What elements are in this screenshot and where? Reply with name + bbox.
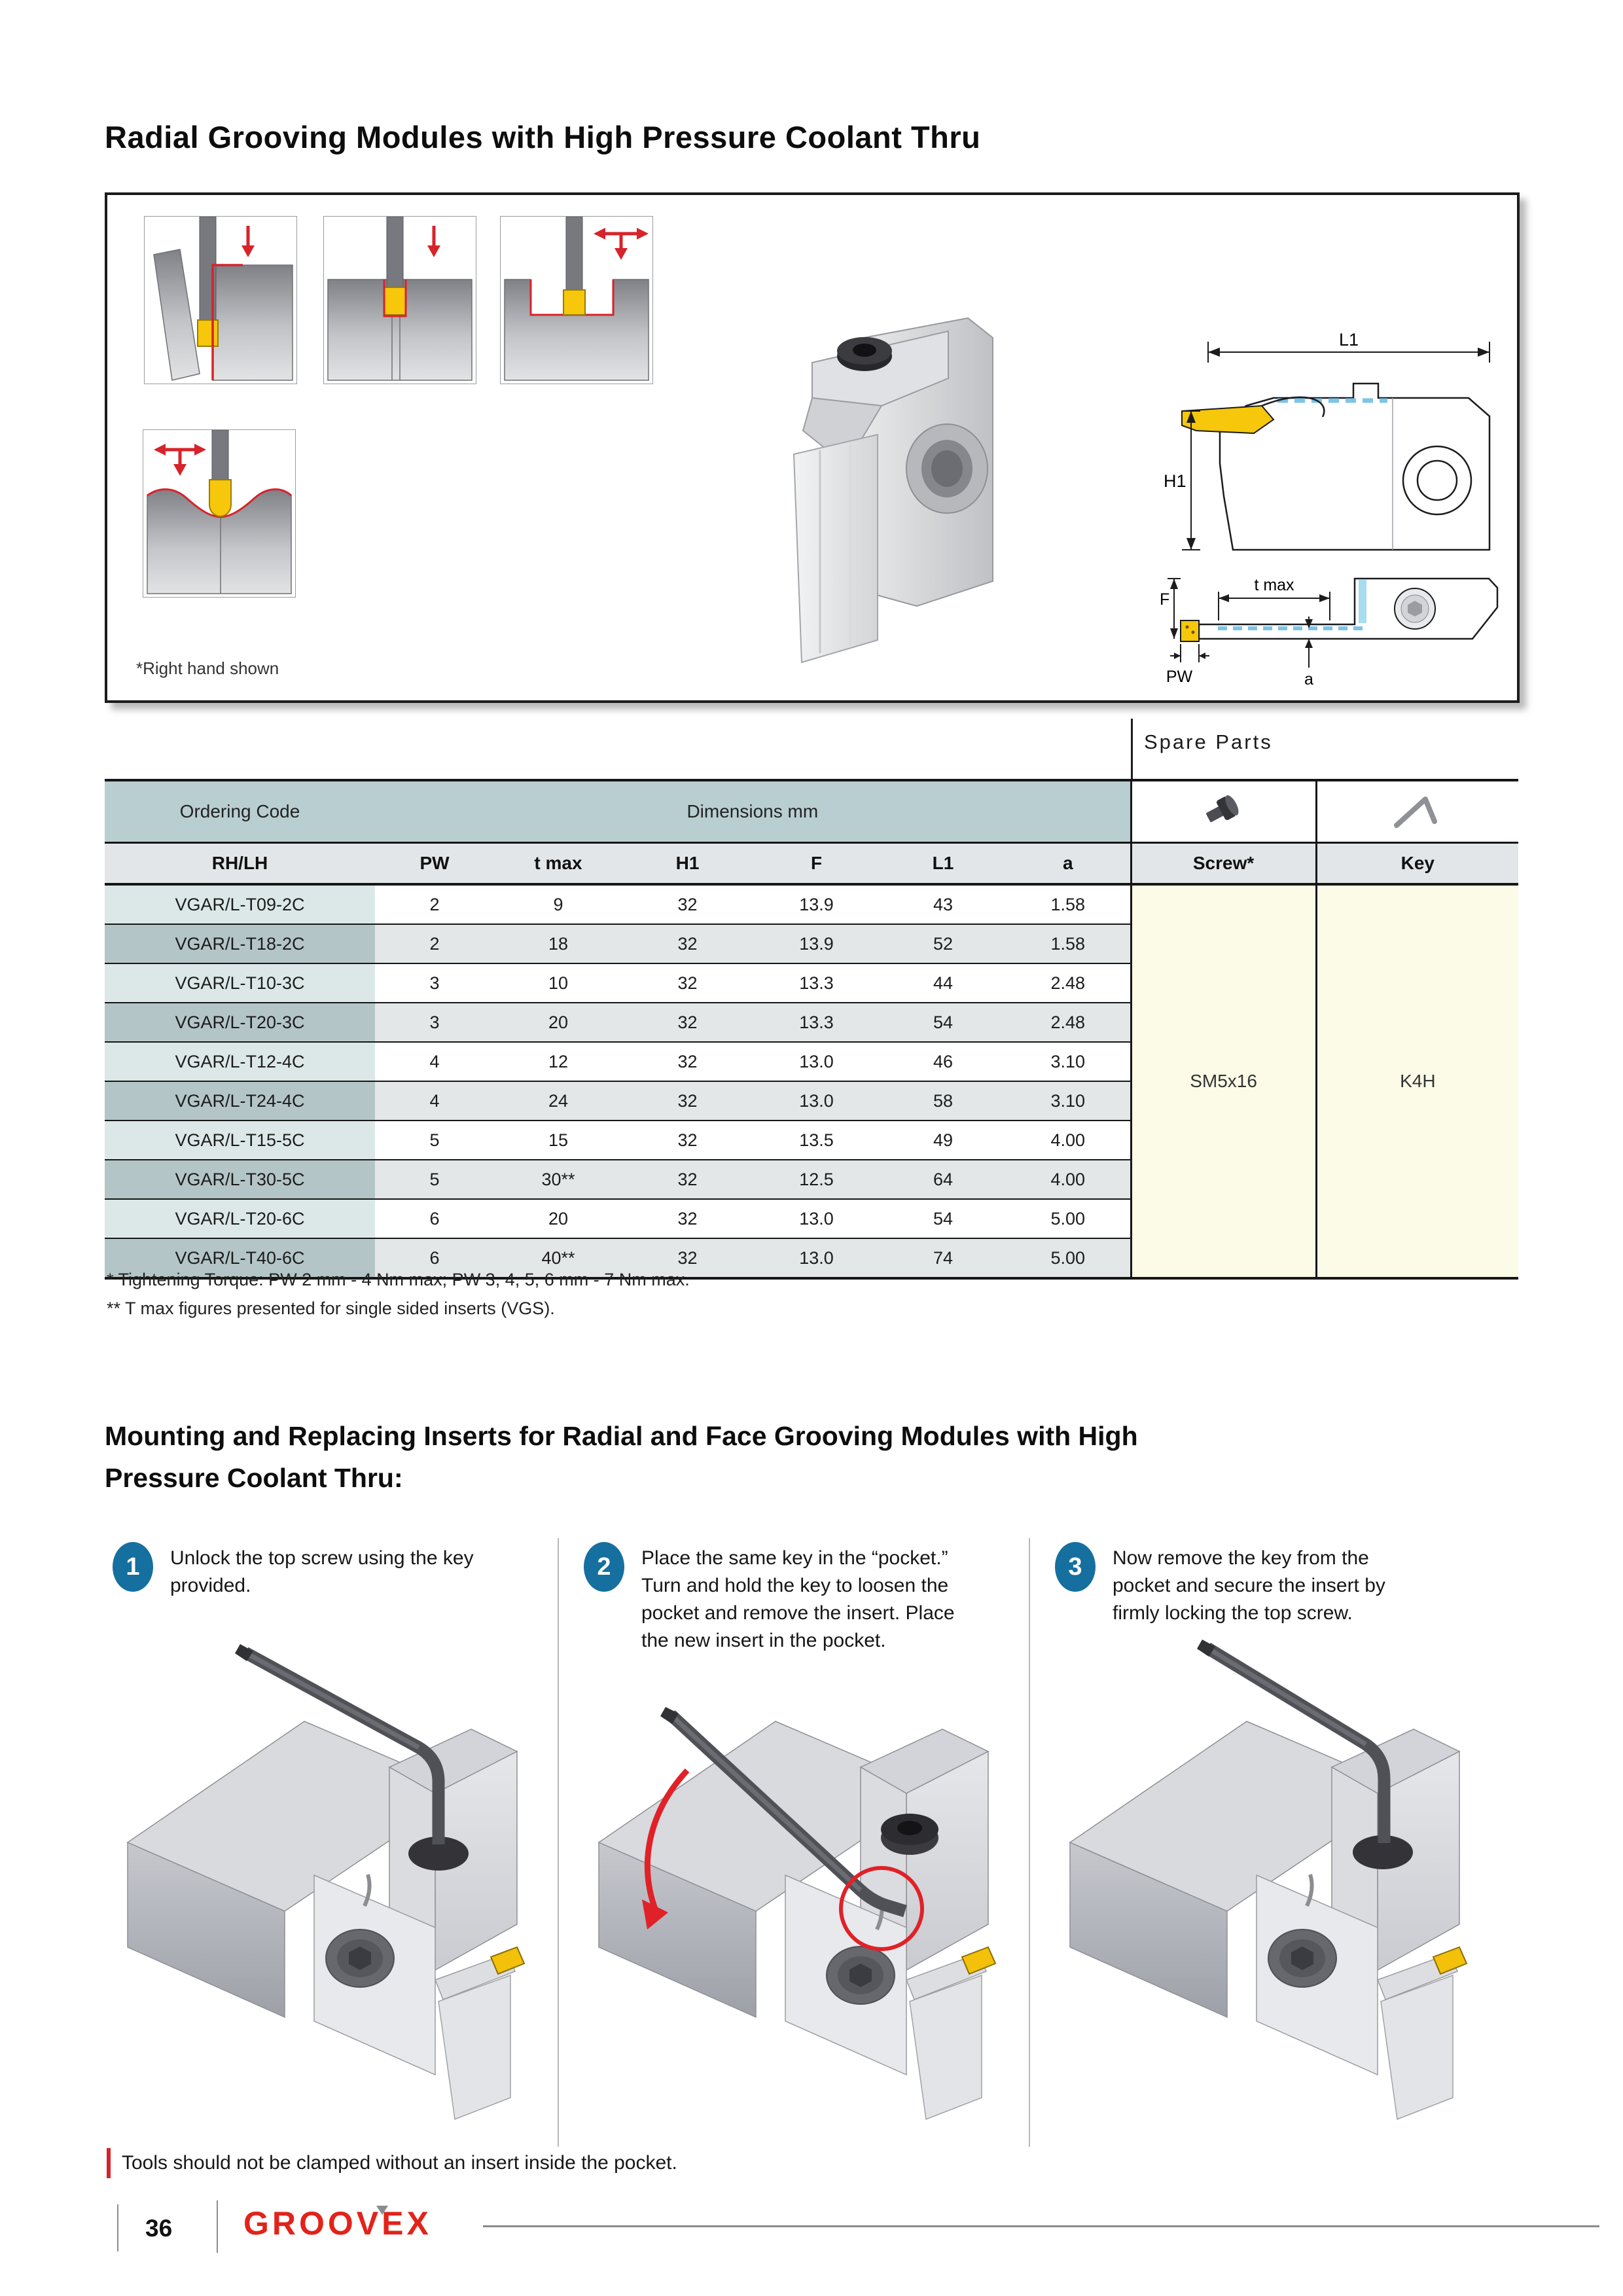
col-header-f: F (753, 843, 880, 885)
step-divider (1029, 1538, 1030, 2147)
col-header-rhlh: RH/LH (105, 843, 375, 885)
right-hand-note: *Right hand shown (136, 658, 279, 678)
dimension-cell: 40** (494, 1238, 622, 1278)
tmax-label: t max (1254, 576, 1294, 594)
dimension-cell: 13.0 (753, 1042, 880, 1081)
dimension-cell: 2 (375, 924, 494, 963)
col-header-a: a (1006, 843, 1131, 885)
round-insert (209, 480, 231, 516)
dimension-cell: 3 (375, 963, 494, 1003)
table-row (105, 884, 1518, 924)
heading-segment: Modules with High Pressure Coolant Thru: (105, 1421, 1138, 1493)
dimension-cell: 18 (494, 924, 622, 963)
dimension-cell: 20 (494, 1199, 622, 1238)
dimensions-header: Dimensions mm (375, 780, 1131, 843)
tool-shank (212, 430, 228, 481)
table-column-header-row (105, 843, 1518, 885)
col-header-key: Key (1316, 843, 1518, 885)
ordering-code-cell: VGAR/L-T20-3C (105, 1003, 375, 1042)
tool-shank (387, 217, 403, 290)
step-3-badge: 3 (1055, 1542, 1096, 1592)
dimension-cell: 5 (375, 1160, 494, 1199)
a-label: a (1304, 670, 1313, 689)
front-view-drawing (1158, 559, 1505, 690)
dimension-cell: 43 (880, 884, 1006, 924)
footer-divider (217, 2200, 218, 2253)
footer-rule (483, 2225, 1599, 2227)
section-heading (105, 1415, 1243, 1499)
dimension-cell: 32 (622, 1160, 753, 1199)
ordering-code-cell: VGAR/L-T18-2C (105, 924, 375, 963)
logo-notch-icon (376, 2206, 388, 2215)
dimension-cell: 12.5 (753, 1160, 880, 1199)
hex-key-icon (1391, 790, 1444, 829)
ordering-code-cell: VGAR/L-T30-5C (105, 1160, 375, 1199)
dimension-cell: 13.9 (753, 924, 880, 963)
dimension-cell: 5.00 (1006, 1199, 1131, 1238)
operation-diagram-parting (144, 216, 297, 384)
insert (198, 320, 218, 346)
screw-value-cell: SM5x16 (1131, 884, 1316, 1278)
ordering-code-cell: VGAR/L-T20-6C (105, 1199, 375, 1238)
operation-diagram-wide-grooving (500, 216, 653, 384)
dimension-cell: 4 (375, 1042, 494, 1081)
dimension-cell: 1.58 (1006, 884, 1131, 924)
dimension-cell: 32 (622, 884, 753, 924)
dimension-cell: 3.10 (1006, 1081, 1131, 1121)
tool-shank (566, 217, 582, 291)
brand-logo: GROOVEX (243, 2205, 432, 2242)
col-header-h1: H1 (622, 843, 753, 885)
dimension-cell: 5 (375, 1121, 494, 1160)
dimension-cell: 2 (375, 884, 494, 924)
ordering-code-cell: VGAR/L-T12-4C (105, 1042, 375, 1081)
dimension-cell: 9 (494, 884, 622, 924)
key-value-cell: K4H (1316, 884, 1518, 1278)
dimension-cell: 54 (880, 1199, 1006, 1238)
dimension-cell: 4.00 (1006, 1160, 1131, 1199)
coolant-channel (1359, 580, 1366, 623)
dimension-cell: 13.0 (753, 1081, 880, 1121)
heading-segment: Mounting and Replacing Inserts for (105, 1421, 563, 1451)
dimension-cell: 13.5 (753, 1121, 880, 1160)
page-number: 36 (145, 2215, 173, 2242)
ordering-code-cell: VGAR/L-T15-5C (105, 1121, 375, 1160)
insert (563, 290, 585, 315)
page-title: Radial Grooving Modules with High Pressure Coolant Thru (105, 120, 981, 154)
screw-icon-cell (1131, 780, 1316, 843)
dimension-cell: 13.0 (753, 1238, 880, 1278)
dimension-cell: 74 (880, 1238, 1006, 1278)
insert (491, 1947, 524, 1974)
dimension-cell: 30** (494, 1160, 622, 1199)
dimension-cell: 2.48 (1006, 963, 1131, 1003)
footnote-torque: * Tightening Torque: PW 2 mm - 4 Nm max; PW 3, 4, 5, 6 mm - 7 Nm max. (107, 1270, 690, 1289)
heading-segment-face-grooving: Face Grooving (705, 1421, 894, 1451)
operation-diagram-grooving (323, 216, 476, 384)
dimension-cell: 32 (622, 963, 753, 1003)
heading-segment-radial: Radial (562, 1421, 643, 1451)
dimension-cell: 32 (622, 1238, 753, 1278)
bottom-note: Tools should not be clamped without an insert inside the pocket. (122, 2152, 677, 2174)
dimension-cell: 32 (622, 924, 753, 963)
step-1-badge: 1 (113, 1542, 153, 1592)
dimension-cell: 24 (494, 1081, 622, 1121)
table-group-header-row (105, 780, 1518, 843)
col-header-tmax: t max (494, 843, 622, 885)
dimension-cell: 52 (880, 924, 1006, 963)
ordering-code-cell: VGAR/L-T40-6C (105, 1238, 375, 1278)
dimension-cell: 13.0 (753, 1199, 880, 1238)
footer-divider (117, 2204, 118, 2251)
dimension-cell: 20 (494, 1003, 622, 1042)
insert (1182, 406, 1274, 433)
step-2-illustration (579, 1617, 1011, 2134)
dimension-cell: 13.9 (753, 884, 880, 924)
dimension-cell: 58 (880, 1081, 1006, 1121)
footnote-tmax: ** T max figures presented for single sided inserts (VGS). (107, 1299, 555, 1318)
dimension-cell: 4.00 (1006, 1121, 1131, 1160)
ordering-table (105, 779, 1518, 1280)
dimension-cell: 2.48 (1006, 1003, 1131, 1042)
dimension-cell: 54 (880, 1003, 1006, 1042)
dimension-cell: 32 (622, 1199, 753, 1238)
L1-label: L1 (1338, 332, 1359, 350)
dimension-cell: 32 (622, 1121, 753, 1160)
dimension-cell: 32 (622, 1081, 753, 1121)
dimension-cell: 46 (880, 1042, 1006, 1081)
spare-parts-label: Spare Parts (1144, 730, 1273, 753)
insert (1433, 1947, 1467, 1974)
step-1 (113, 1542, 479, 1600)
key-icon-cell (1316, 780, 1518, 843)
spare-parts-divider (1131, 719, 1133, 779)
step-1-illustration (108, 1617, 540, 2134)
dimension-cell: 64 (880, 1160, 1006, 1199)
workpiece-slab (154, 249, 200, 380)
step-3-text: Now remove the key from the pocket and secure the insert by firmly locking the top screw. (1113, 1547, 1385, 1624)
dimension-cell: 44 (880, 963, 1006, 1003)
step-3-illustration (1050, 1617, 1482, 2134)
dimension-cell: 32 (622, 1003, 753, 1042)
dimension-cell: 13.3 (753, 1003, 880, 1042)
dimension-cell: 3 (375, 1003, 494, 1042)
dimension-cell: 32 (622, 1042, 753, 1081)
side-view-drawing (1162, 332, 1509, 559)
insert (384, 287, 406, 315)
ordering-code-header: Ordering Code (105, 780, 375, 843)
insert (1181, 620, 1199, 641)
ordering-code-cell: VGAR/L-T24-4C (105, 1081, 375, 1121)
dimension-cell: 15 (494, 1121, 622, 1160)
dimension-cell: 13.3 (753, 963, 880, 1003)
col-header-pw: PW (375, 843, 494, 885)
heading-segment: and (643, 1421, 706, 1451)
step-3 (1055, 1542, 1421, 1627)
tmax-dimension (1219, 592, 1330, 620)
F-label: F (1160, 590, 1170, 609)
dimension-cell: 6 (375, 1238, 494, 1278)
operation-diagram-profiling (143, 429, 296, 598)
feed-multi-arrow-icon (594, 228, 649, 260)
step-1-text: Unlock the top screw using the key provided. (170, 1547, 474, 1596)
step-divider (558, 1538, 559, 2147)
workpiece-block (213, 265, 293, 380)
screw-icon (1200, 790, 1248, 829)
insert (962, 1947, 995, 1974)
col-header-screw: Screw* (1131, 843, 1316, 885)
dimension-cell: 6 (375, 1199, 494, 1238)
ordering-code-cell: VGAR/L-T09-2C (105, 884, 375, 924)
module-outline (1199, 579, 1497, 639)
dimension-cell: 12 (494, 1042, 622, 1081)
col-header-l1: L1 (880, 843, 1006, 885)
step-2-badge: 2 (584, 1542, 624, 1592)
PW-dimension (1170, 644, 1209, 662)
dimension-cell: 4 (375, 1081, 494, 1121)
PW-label: PW (1166, 668, 1193, 686)
dimension-cell: 10 (494, 963, 622, 1003)
dimension-cell: 49 (880, 1121, 1006, 1160)
application-diagram-box (105, 192, 1520, 703)
feed-multi-arrow-icon (154, 444, 206, 476)
tool-photo (752, 300, 1020, 692)
note-accent-bar (107, 2148, 111, 2178)
dimension-cell: 5.00 (1006, 1238, 1131, 1278)
ordering-code-cell: VGAR/L-T10-3C (105, 963, 375, 1003)
H1-label: H1 (1164, 471, 1186, 491)
dimension-cell: 1.58 (1006, 924, 1131, 963)
blade-plate (794, 435, 878, 662)
dimension-cell: 3.10 (1006, 1042, 1131, 1081)
step-2-text: Place the same key in the “pocket.” Turn and hold the key to loosen the pocket and remove the insert. Place the new insert in the pocket. (641, 1547, 955, 1651)
